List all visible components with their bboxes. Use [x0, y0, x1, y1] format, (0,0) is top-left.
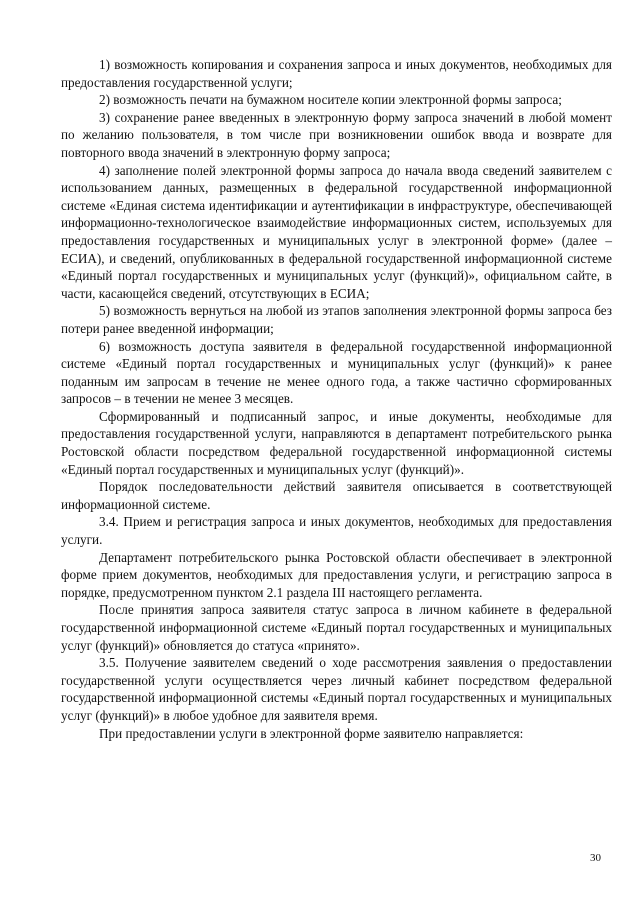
paragraph-submitted-request: Сформированный и подписанный запрос, и иные документы, необходимые для предоставления государственной услуги, направляются в департамент потребительского рынка Ростовской области посредством федеральной государственной информационной системы «Единый портал государственных и муниципальных услуг (функций)». [61, 408, 612, 477]
section-heading-3-4: 3.4. Прием и регистрация запроса и иных документов, необходимых для предоставления услуги. [61, 514, 612, 548]
paragraph-status-update: После принятия запроса заявителя статус запроса в личном кабинете в федеральной государственной информационной системе «Единый портал государственных и муниципальных услуг (функций)» обновляется до статуса «принято». [61, 602, 612, 653]
document-body [61, 56, 612, 742]
section-heading-3-5: 3.5. Получение заявителем сведений о ходе рассмотрения заявления о предоставлении государственной услуги осуществляется через личный кабинет посредством федеральной государственной информационной системы «Единый портал государственных и муниципальных услуг (функций)» в любое удобное для заявителя время. [61, 655, 612, 723]
list-item-save-values: 3) сохранение ранее введенных в электронную форму запроса значений в любой момент по желанию пользователя, в том числе при возникновении ошибок ввода и возврате для повторного ввода значений в электронную форму запроса; [61, 109, 612, 160]
list-item-return-step: 5) возможность вернуться на любой из этапов заполнения электронной формы запроса без потери ранее введенной информации; [61, 303, 612, 336]
paragraph-procedure: Порядок последовательности действий заявителя описывается в соответствующей информационной системе. [61, 479, 612, 512]
paragraph-electronic-form: При предоставлении услуги в электронной форме заявителю направляется: [99, 725, 524, 741]
list-item-print: 2) возможность печати на бумажном носителе копии электронной формы запроса; [99, 92, 562, 108]
list-item-autofill-esia: 4) заполнение полей электронной формы запроса до начала ввода сведений заявителем с использованием данных, размещенных в федеральной государственной информационной системе «Единая система идентификации и аутентификации в инфраструктуре, обеспечивающей информационно-технологическое взаимодействие информационных систем, используемых для предоставления государственных и муниципальных услуг в электронной форме» (далее – ЕСИА), и сведений, опубликованных в федеральной государственной информационной системе «Единый портал государственных и муниципальных услуг (функций)», официальном сайте, в части, касающейся сведений, отсутствующих в ЕСИА; [61, 162, 612, 301]
list-item-copy-save: 1) возможность копирования и сохранения запроса и иных документов, необходимых для предоставления государственной услуги; [61, 57, 612, 90]
list-item-access-requests: 6) возможность доступа заявителя в федеральной государственной информационной системе «Единый портал государственных и муниципальных услуг (функций)» к ранее поданным им запросам в течение не менее одного года, а также частично сформированных запросов – в течении не менее 3 месяцев. [61, 338, 612, 407]
paragraph-department-reception: Департамент потребительского рынка Ростовской области обеспечивает в электронной форме прием документов, необходимых для предоставления услуги, и регистрацию запроса в порядке, предусмотренном пунктом 2.1 раздела III настоящего регламента. [61, 549, 612, 600]
page-number: 30 [590, 852, 601, 864]
